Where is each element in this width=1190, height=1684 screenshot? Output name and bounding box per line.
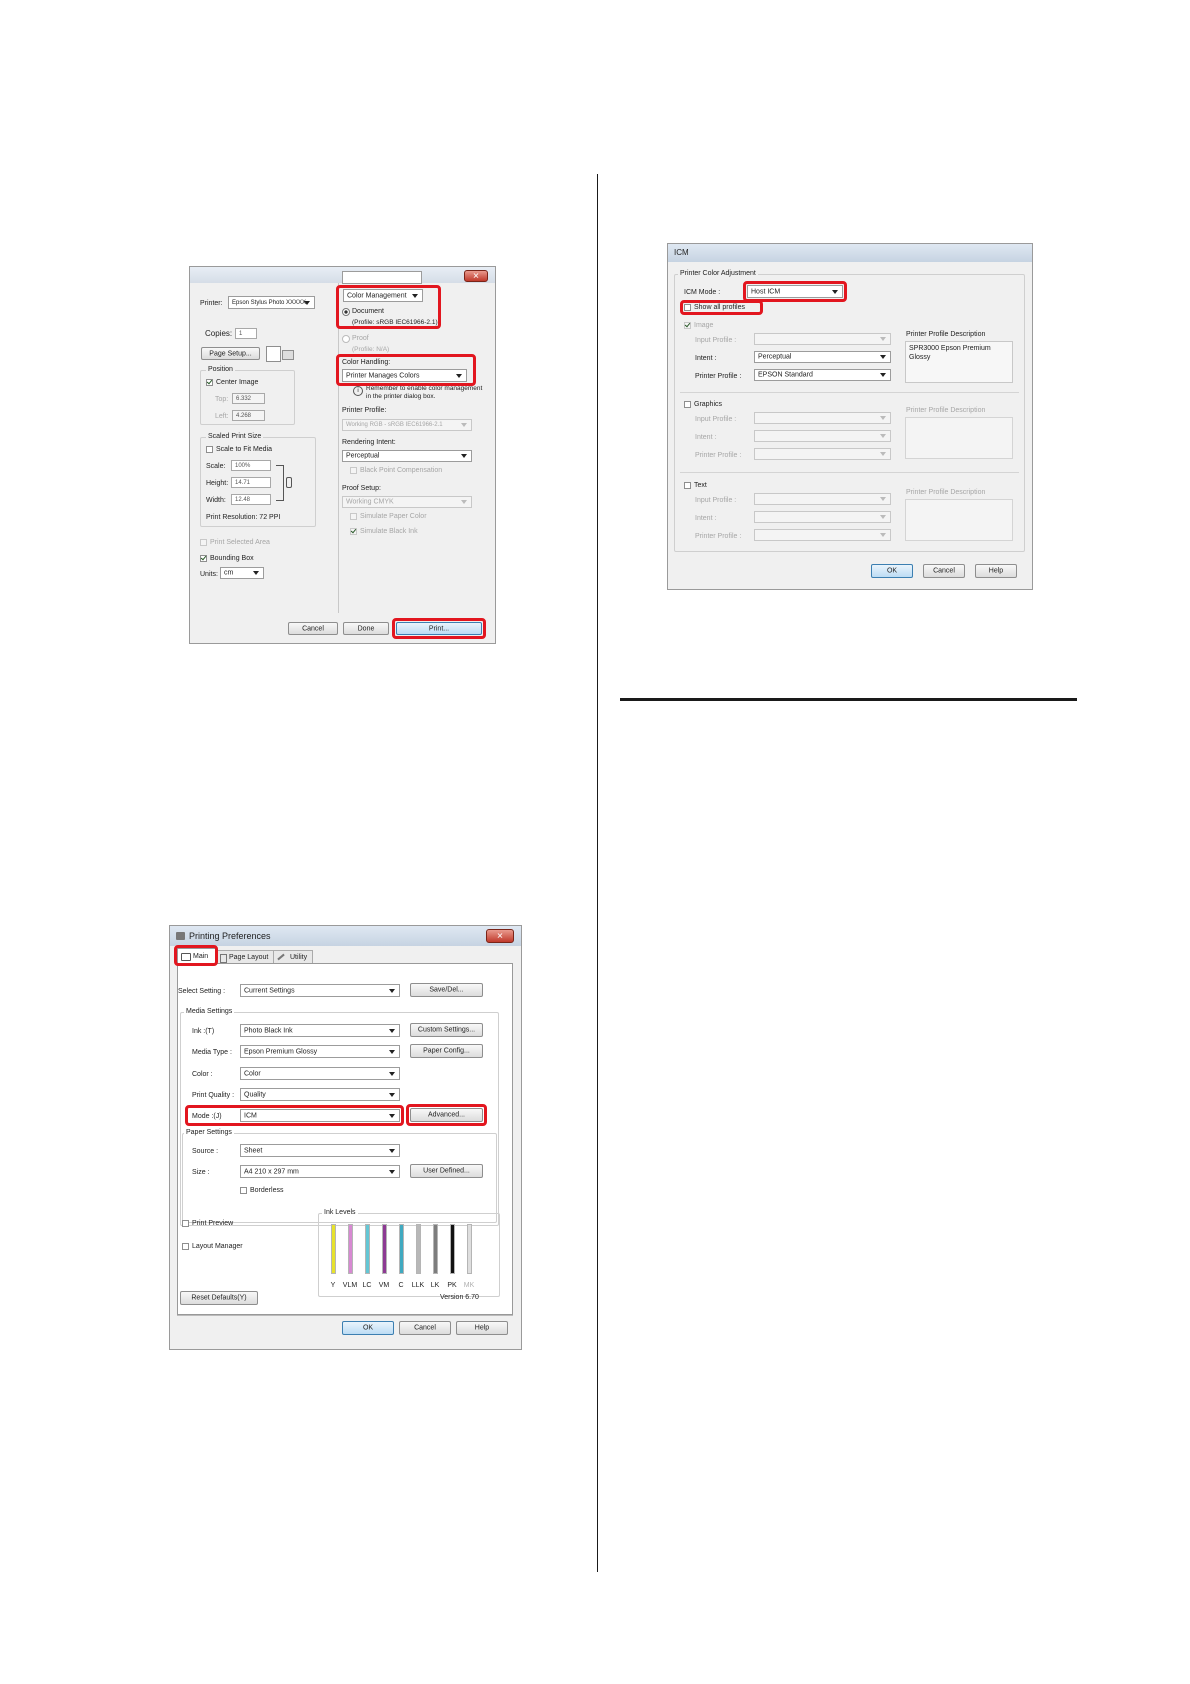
bounding-box-label: Bounding Box <box>210 555 254 562</box>
image-intent-select[interactable]: Perceptual <box>754 351 891 363</box>
paper-settings-title: Paper Settings <box>186 1129 232 1136</box>
ink-label-lk: LK <box>430 1282 440 1289</box>
help-button[interactable]: Help <box>456 1321 508 1335</box>
black-point-label: Black Point Compensation <box>360 467 443 474</box>
ink-label: Ink :(T) <box>192 1028 215 1035</box>
text-intent-select[interactable] <box>754 511 891 523</box>
ink-select[interactable]: Photo Black Ink <box>240 1024 400 1037</box>
group-title: Printer Color Adjustment <box>680 270 756 277</box>
page-layout-icon <box>220 954 227 963</box>
save-del-button[interactable]: Save/Del... <box>410 983 483 997</box>
highlight-mode <box>185 1105 404 1126</box>
graphics-printer-profile-select[interactable] <box>754 448 891 460</box>
ink-bar-llk <box>416 1224 421 1274</box>
rendering-intent-select[interactable]: Perceptual <box>342 450 472 462</box>
mode-select[interactable]: ICM <box>240 1109 400 1122</box>
show-all-profiles-label: Show all profiles <box>694 304 745 311</box>
orientation-portrait-icon[interactable] <box>266 346 281 362</box>
scale-input[interactable]: 100% <box>231 460 271 471</box>
image-ppd-box <box>905 341 1013 383</box>
info-icon: i <box>353 386 363 396</box>
top-input[interactable]: 6.332 <box>232 393 265 404</box>
width-label: Width: <box>206 497 226 504</box>
ink-label-llk: LLK <box>411 1282 425 1289</box>
color-panel <box>338 283 339 613</box>
text-printer-profile-select[interactable] <box>754 529 891 541</box>
cancel-button[interactable]: Cancel <box>399 1321 451 1335</box>
print-preview-label: Print Preview <box>192 1220 234 1227</box>
height-input[interactable]: 14.71 <box>231 477 271 488</box>
window-title: ICM <box>674 248 689 257</box>
close-button[interactable] <box>486 929 514 943</box>
highlight-color-management <box>336 285 441 329</box>
page-setup-button[interactable]: Page Setup... <box>201 347 260 360</box>
graphics-input-profile-label: Input Profile : <box>695 416 737 423</box>
printer-icon <box>176 932 185 940</box>
text-input-profile-select[interactable] <box>754 493 891 505</box>
reminder-text-line1: Remember to enable color management <box>366 385 483 392</box>
ink-label-c: C <box>398 1282 404 1289</box>
print-resolution-text: Print Resolution: 72 PPI <box>206 514 281 521</box>
ink-bar-y <box>331 1224 336 1274</box>
graphics-ppd-label: Printer Profile Description <box>906 407 986 414</box>
scale-to-fit-label: Scale to Fit Media <box>216 446 273 453</box>
borderless-checkbox[interactable] <box>240 1187 247 1194</box>
reset-defaults-button[interactable]: Reset Defaults(Y) <box>180 1291 258 1305</box>
wrench-icon <box>277 954 284 961</box>
ink-bar-vlm <box>348 1224 353 1274</box>
image-ppd-text-1: SPR3000 Epson Premium <box>909 345 991 352</box>
text-checkbox[interactable] <box>684 482 691 489</box>
printer-label: Printer: <box>200 300 223 307</box>
highlight-color-handling <box>336 354 476 386</box>
cancel-button[interactable]: Cancel <box>923 564 965 578</box>
ink-label-pk: PK <box>447 1282 457 1289</box>
print-button[interactable]: Print... <box>396 622 482 635</box>
column-divider <box>597 174 598 1572</box>
image-printer-profile-label: Printer Profile : <box>695 373 742 380</box>
cancel-button[interactable]: Cancel <box>288 622 338 635</box>
text-label: Text <box>694 482 707 489</box>
image-ppd-label: Printer Profile Description <box>906 331 986 338</box>
window-title: Printing Preferences <box>189 931 271 941</box>
proof-label: Proof <box>352 335 369 342</box>
image-ppd-text-2: Glossy <box>909 354 931 361</box>
center-image-label: Center Image <box>216 379 259 386</box>
layout-manager-checkbox[interactable] <box>182 1243 189 1250</box>
text-printer-profile-label: Printer Profile : <box>695 533 742 540</box>
tab-page-layout[interactable] <box>216 950 274 964</box>
image-input-profile-select[interactable] <box>754 333 891 345</box>
ink-bar-c <box>399 1224 404 1274</box>
print-quality-label: Print Quality : <box>192 1092 235 1099</box>
highlight-show-all-profiles <box>680 300 763 315</box>
black-point-checkbox[interactable] <box>350 467 357 474</box>
layout-manager-label: Layout Manager <box>192 1243 243 1250</box>
print-preview-checkbox[interactable] <box>182 1220 189 1227</box>
source-select[interactable]: Sheet <box>240 1144 400 1157</box>
printer-select[interactable]: Epson Stylus Photo XXXXX <box>228 296 315 309</box>
image-printer-profile-select[interactable]: EPSON Standard <box>754 369 891 381</box>
printer-profile-label: Printer Profile: <box>342 407 387 414</box>
advanced-button[interactable]: Advanced... <box>410 1108 483 1122</box>
size-label: Size : <box>192 1169 210 1176</box>
left-label: Left: <box>215 413 229 420</box>
media-settings-title: Media Settings <box>186 1008 233 1015</box>
ink-bar-lk <box>433 1224 438 1274</box>
size-select[interactable]: A4 210 x 297 mm <box>240 1165 400 1178</box>
ink-label-lc: LC <box>362 1282 372 1289</box>
version-text: Version 6.70 <box>440 1294 479 1301</box>
graphics-label: Graphics <box>694 401 723 408</box>
copies-label: Copies: <box>205 329 233 338</box>
graphics-intent-label: Intent : <box>695 434 717 441</box>
simulate-black-checkbox[interactable] <box>350 528 357 535</box>
icm-mode-select[interactable]: Host ICM <box>747 285 843 298</box>
graphics-checkbox[interactable] <box>684 401 691 408</box>
print-selected-area-checkbox[interactable] <box>200 539 207 546</box>
ink-label-y: Y <box>330 1282 336 1289</box>
color-select[interactable]: Color <box>240 1067 400 1080</box>
custom-settings-button[interactable]: Custom Settings... <box>410 1023 483 1037</box>
orientation-landscape-icon[interactable] <box>282 350 294 360</box>
proof-radio[interactable] <box>342 335 350 343</box>
window-titlebar <box>668 244 1032 262</box>
proof-setup-label: Proof Setup: <box>342 485 381 492</box>
ok-button[interactable]: OK <box>871 564 913 578</box>
center-image-checkbox[interactable] <box>206 379 213 386</box>
ink-level-bars <box>325 1222 495 1294</box>
highlight-main-tab <box>174 945 218 966</box>
section-divider-1 <box>680 392 1019 393</box>
ink-bar-vm <box>382 1224 387 1274</box>
tab-utility[interactable] <box>273 950 313 964</box>
paper-config-button[interactable]: Paper Config... <box>410 1044 483 1058</box>
color-management-select[interactable]: Color Management <box>343 289 423 302</box>
aspect-link-bracket <box>276 465 284 501</box>
top-label: Top: <box>215 396 229 403</box>
highlight-print-button <box>392 618 486 639</box>
select-setting-label: Select Setting : <box>178 988 226 995</box>
link-icon[interactable] <box>286 477 292 488</box>
close-button[interactable] <box>464 270 488 282</box>
color-management-select[interactable] <box>342 271 422 284</box>
document-profile-text: (Profile: sRGB IEC61966-2.1) <box>352 319 438 326</box>
text-intent-label: Intent : <box>695 515 717 522</box>
graphics-ppd-box <box>905 417 1013 459</box>
bounding-box-checkbox[interactable] <box>200 555 207 562</box>
color-handling-select[interactable]: Printer Manages Colors <box>342 369 467 382</box>
text-ppd-label: Printer Profile Description <box>906 489 986 496</box>
media-type-select[interactable]: Epson Premium Glossy <box>240 1045 400 1058</box>
ink-bar-lc <box>365 1224 370 1274</box>
borderless-label: Borderless <box>250 1187 284 1194</box>
icm-mode-label: ICM Mode : <box>684 289 721 296</box>
ok-button[interactable]: OK <box>342 1321 394 1335</box>
graphics-intent-select[interactable] <box>754 430 891 442</box>
image-intent-label: Intent : <box>695 355 717 362</box>
printer-profile-select[interactable]: Working RGB - sRGB IEC61966-2.1 <box>342 419 472 431</box>
proof-setup-select[interactable]: Working CMYK <box>342 496 472 508</box>
tab-utility-label: Utility <box>290 954 308 961</box>
ink-bar-mk <box>467 1224 472 1274</box>
ink-bar-pk <box>450 1224 455 1274</box>
help-button[interactable]: Help <box>975 564 1017 578</box>
text-ppd-box <box>905 499 1013 541</box>
ink-label-vm: VM <box>378 1282 390 1289</box>
proof-profile-text: (Profile: N/A) <box>352 346 390 353</box>
height-label: Height: <box>206 480 229 487</box>
scaled-group-title: Scaled Print Size <box>208 433 262 440</box>
document-label: Document <box>352 308 384 315</box>
image-input-profile-label: Input Profile : <box>695 337 737 344</box>
print-selected-area-label: Print Selected Area <box>210 539 270 546</box>
tab-main-label: Main <box>193 953 209 960</box>
user-defined-button[interactable]: User Defined... <box>410 1164 483 1178</box>
section-rule <box>620 698 1077 701</box>
highlight-icm-mode <box>743 281 847 302</box>
units-label: Units: <box>200 571 218 578</box>
media-type-label: Media Type : <box>192 1049 232 1056</box>
units-select[interactable]: cm <box>220 567 264 579</box>
section-divider-2 <box>680 472 1019 473</box>
graphics-printer-profile-label: Printer Profile : <box>695 452 742 459</box>
reminder-text-line2: in the printer dialog box. <box>366 393 436 400</box>
graphics-input-profile-select[interactable] <box>754 412 891 424</box>
simulate-black-label: Simulate Black Ink <box>360 528 418 535</box>
print-quality-select[interactable]: Quality <box>240 1088 400 1101</box>
printing-preferences-screenshot <box>169 925 522 1350</box>
select-setting-select[interactable]: Current Settings <box>240 984 400 997</box>
rendering-intent-label: Rendering Intent: <box>342 439 396 446</box>
ink-levels-title: Ink Levels <box>324 1209 356 1216</box>
mode-label: Mode :(J) <box>192 1113 222 1120</box>
separator-line <box>177 1315 513 1316</box>
scale-to-fit-checkbox[interactable] <box>206 446 213 453</box>
source-label: Source : <box>192 1148 219 1155</box>
width-input[interactable]: 12.48 <box>231 494 271 505</box>
print-dialog-screenshot <box>189 266 496 644</box>
image-label: Image <box>694 322 714 329</box>
tab-page-layout-label: Page Layout <box>229 954 269 961</box>
text-input-profile-label: Input Profile : <box>695 497 737 504</box>
color-handling-label: Color Handling: <box>342 359 391 366</box>
position-group-title: Position <box>208 366 233 373</box>
image-checkbox[interactable] <box>684 322 691 329</box>
ink-label-vlm: VLM <box>342 1282 358 1289</box>
scale-label: Scale: <box>206 463 226 470</box>
ink-label-mk: MK <box>463 1282 475 1289</box>
icm-dialog-screenshot <box>667 243 1033 590</box>
color-label: Color : <box>192 1071 213 1078</box>
simulate-paper-checkbox[interactable] <box>350 513 357 520</box>
done-button[interactable]: Done <box>343 622 389 635</box>
left-input[interactable]: 4.268 <box>232 410 265 421</box>
copies-input[interactable]: 1 <box>235 328 257 339</box>
simulate-paper-label: Simulate Paper Color <box>360 513 427 520</box>
highlight-advanced <box>406 1104 487 1126</box>
